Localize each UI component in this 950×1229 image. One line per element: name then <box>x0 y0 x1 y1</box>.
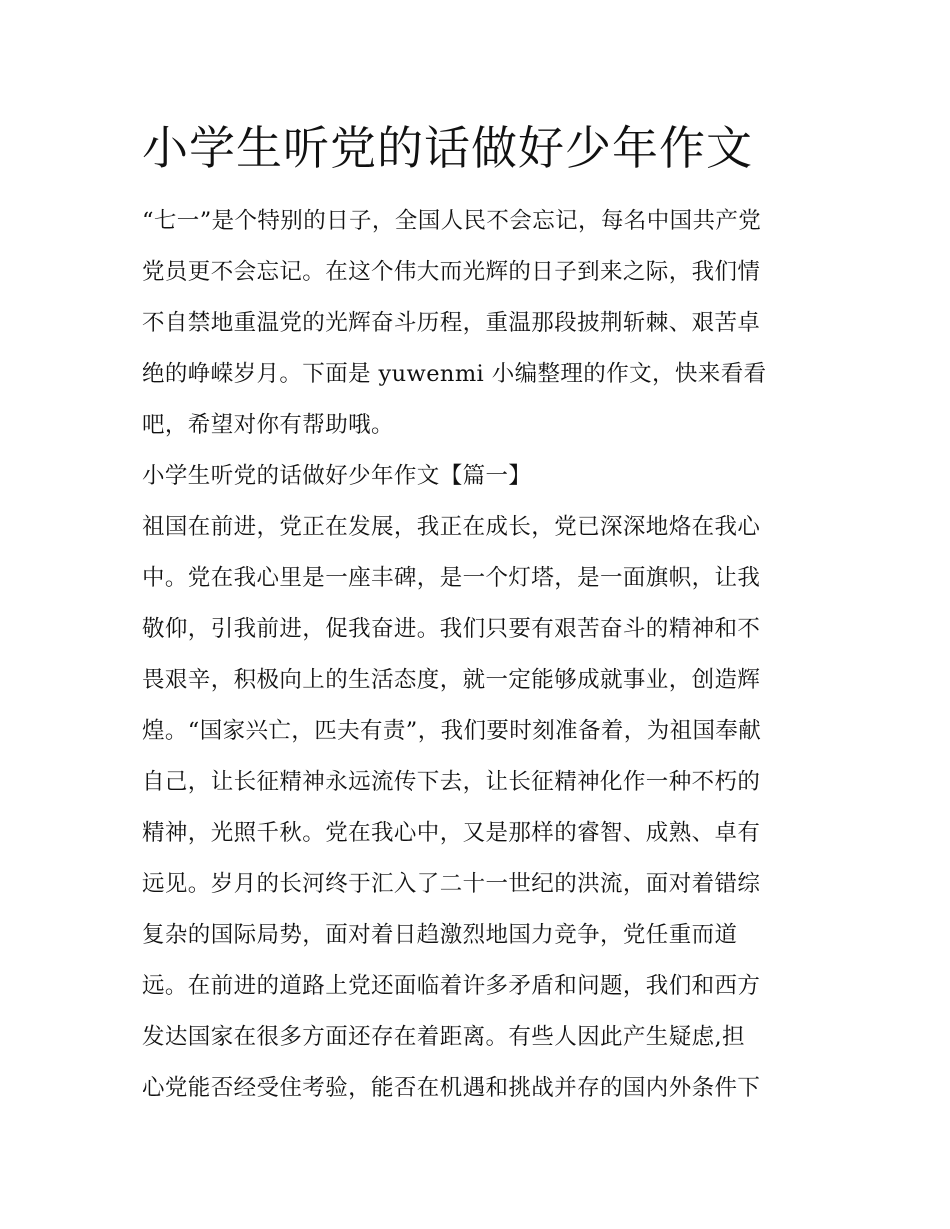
intro-line: 吧，希望对你有帮助哦。 <box>142 412 394 438</box>
intro-line: 党员更不会忘记。在这个伟大而光辉的日子到来之际，我们情 <box>142 259 761 285</box>
body-line: 畏艰辛，积极向上的生活态度，就一定能够成就事业，创造辉 <box>142 667 761 693</box>
section-heading <box>142 451 814 502</box>
body-line: 复杂的国际局势，面对着日趋激烈地国力竞争，党任重而道 <box>142 922 738 948</box>
body-line: 中。党在我心里是一座丰碑，是一个灯塔，是一面旗帜，让我 <box>142 565 761 591</box>
body-line: 煌。“国家兴亡，匹夫有责”，我们要时刻准备着，为祖国奉献 <box>142 718 762 744</box>
document-content <box>142 118 814 1114</box>
body-line: 精神，光照千秋。党在我心中，又是那样的睿智、成熟、卓有 <box>142 820 761 846</box>
body-line: 敬仰，引我前进，促我奋进。我们只要有艰苦奋斗的精神和不 <box>142 616 761 642</box>
page-title: 小学生听党的话做好少年作文 <box>142 121 753 175</box>
body-line: 发达国家在很多方面还存在着距离。有些人因此产生疑虑,担 <box>142 1024 745 1050</box>
section-heading-text: 小学生听党的话做好少年作文【篇一】 <box>142 463 532 489</box>
intro-line: 不自禁地重温党的光辉奋斗历程，重温那段披荆斩棘、艰苦卓 <box>142 310 761 336</box>
intro-line: 绝的峥嵘岁月。下面是 yuwenmi 小编整理的作文，快来看看 <box>142 361 767 387</box>
body-paragraph <box>142 502 814 1114</box>
intro-paragraph <box>142 196 814 451</box>
body-line: 心党能否经受住考验，能否在机遇和挑战并存的国内外条件下 <box>142 1075 761 1101</box>
intro-line: “七一”是个特别的日子，全国人民不会忘记，每名中国共产党 <box>142 208 762 234</box>
body-line: 远。在前进的道路上党还面临着许多矛盾和问题，我们和西方 <box>142 973 761 999</box>
body-line: 远见。岁月的长河终于汇入了二十一世纪的洪流，面对着错综 <box>142 871 761 897</box>
body-line: 自己，让长征精神永远流传下去，让长征精神化作一种不朽的 <box>142 769 761 795</box>
body-line: 祖国在前进，党正在发展，我正在成长，党已深深地烙在我心 <box>142 514 761 540</box>
